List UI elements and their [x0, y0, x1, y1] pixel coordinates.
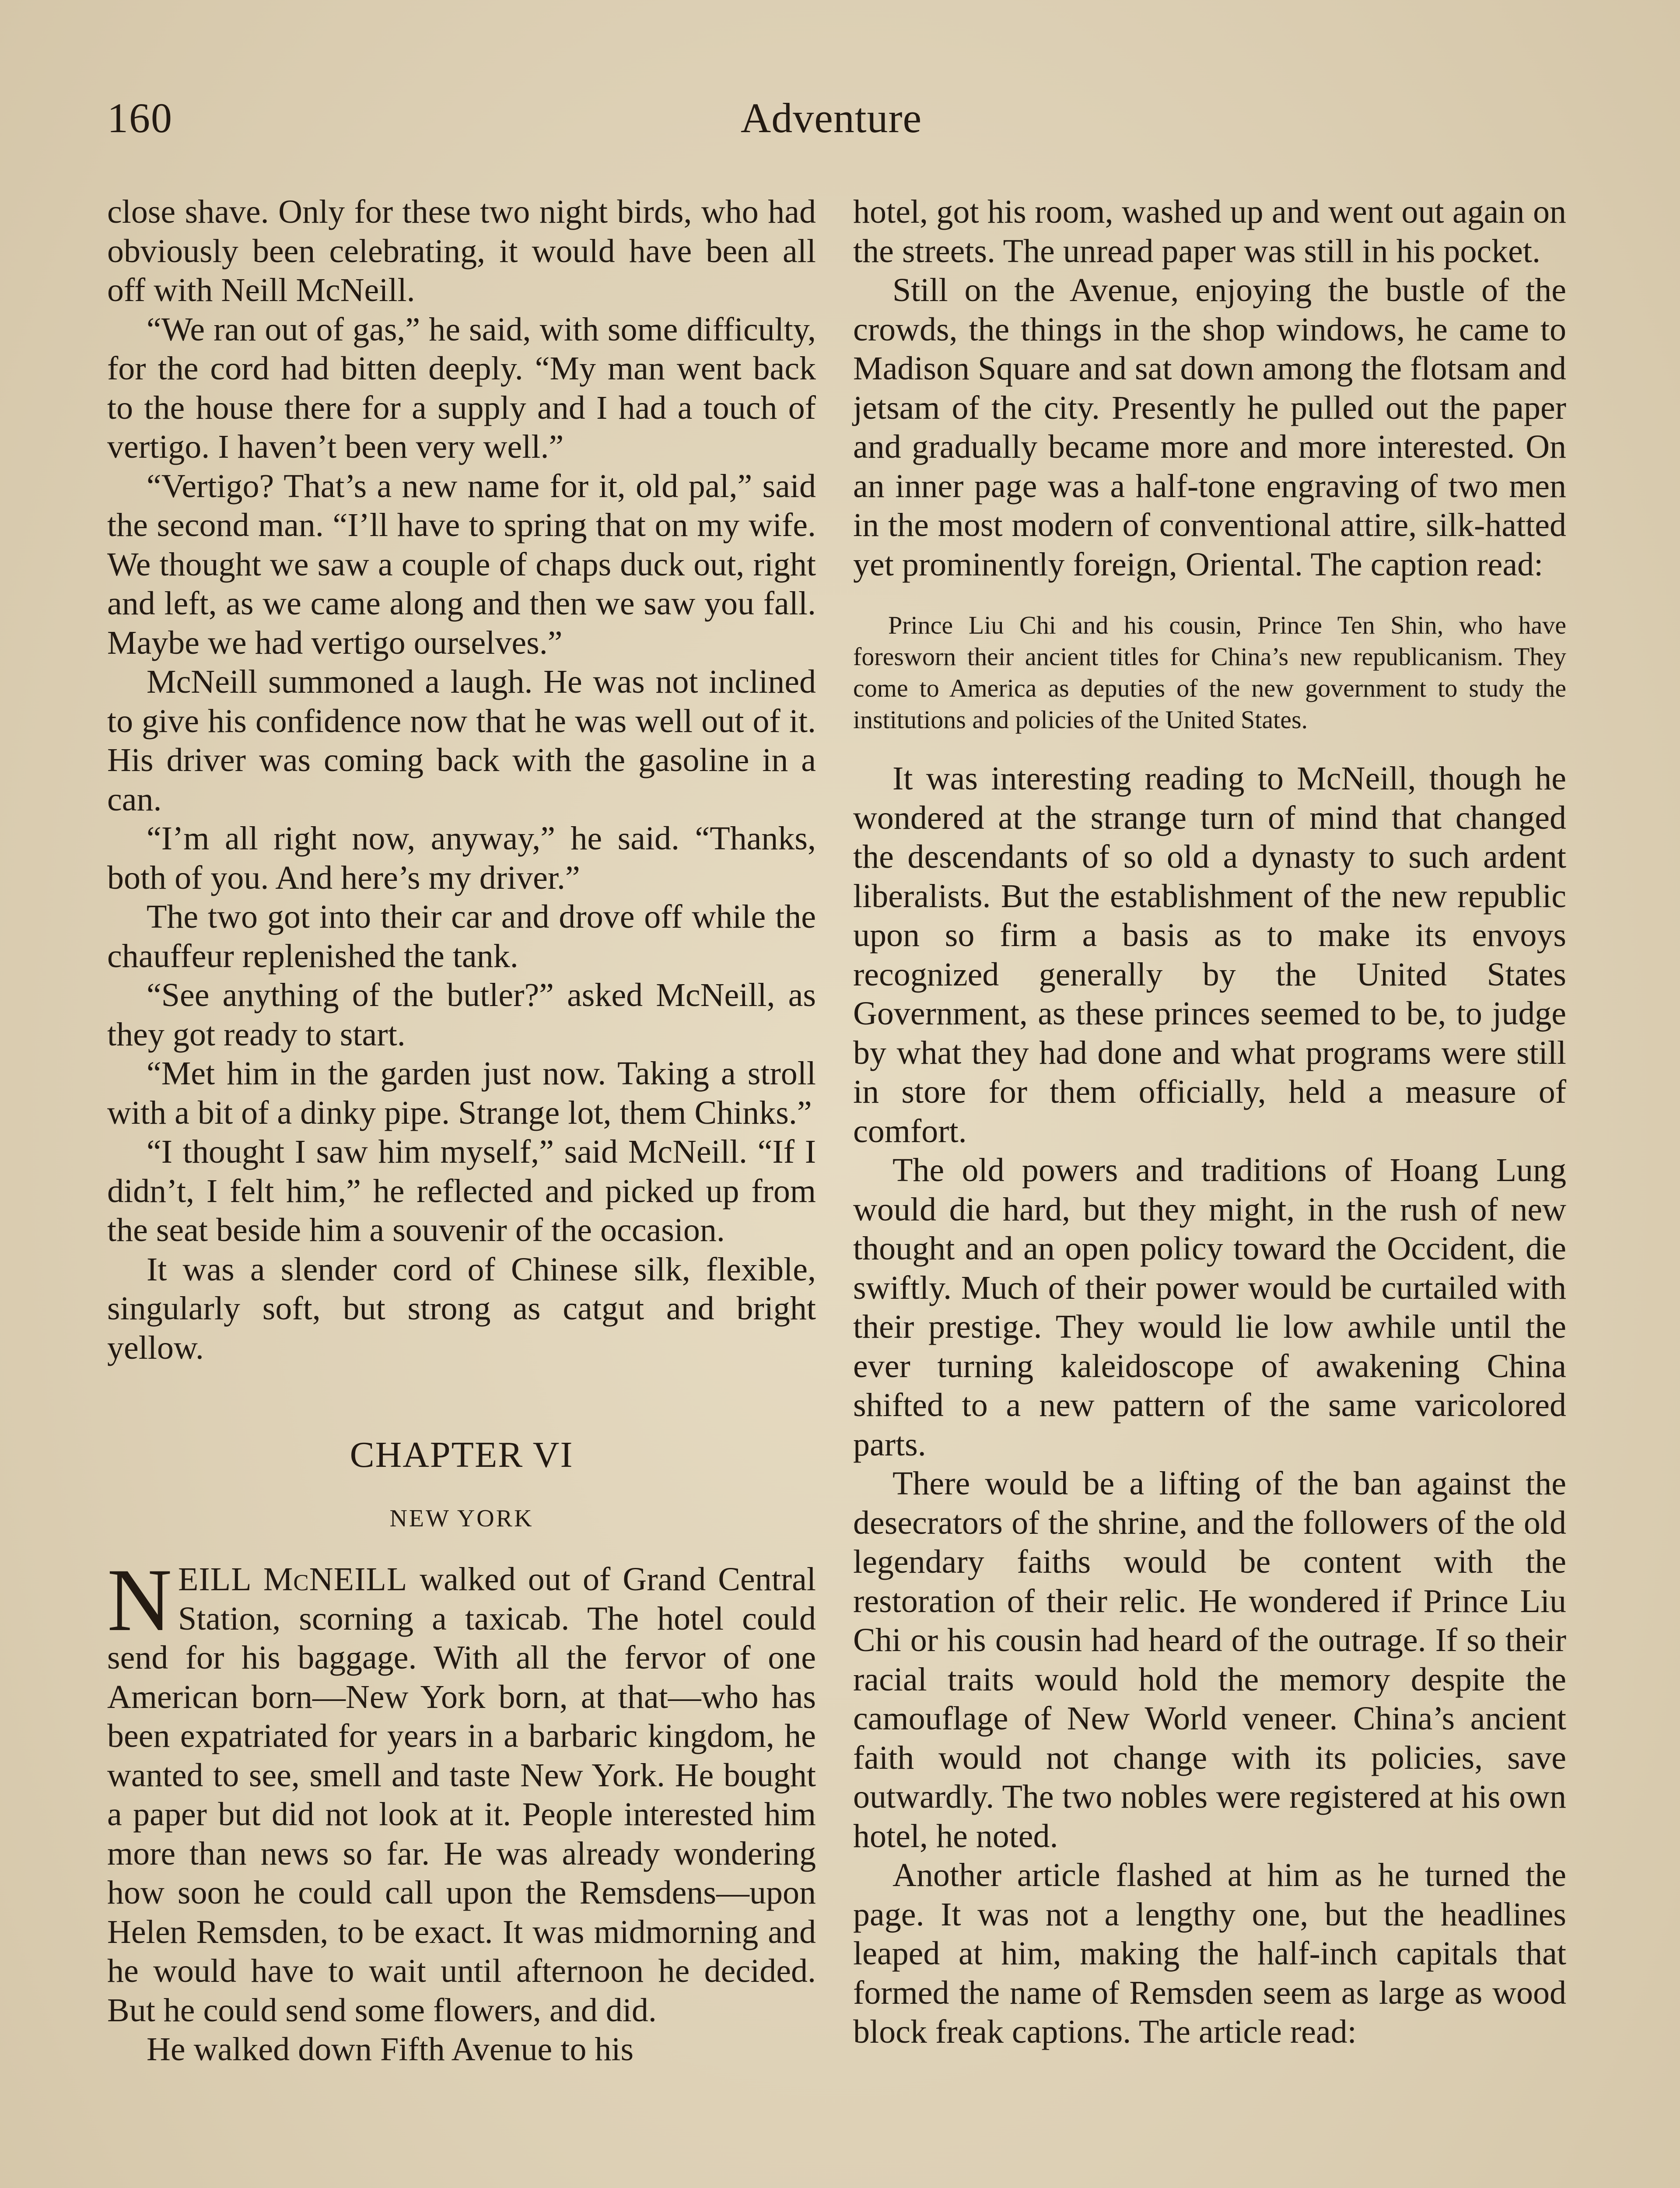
paragraph: The two got into their car and drove off while the chauffeur replenished the tank. [107, 898, 816, 975]
paragraph: “I thought I saw him myself,” said McNeill. “If I didn’t, I felt him,” he reflected and picked up from the seat beside him a souvenir of the occasion. [107, 1133, 816, 1248]
chapter-heading: CHAPTER VI [350, 1434, 574, 1475]
opening-text: walked out of Grand Central Station, scorning a taxicab. The hotel could send for his baggage. With all the fervor of one American born—New York born, at that—who has been expatriated for years in a barbaric kingdom, he wanted to see, smell and taste New York. He bought a paper but did not look at it. People interested him more than news so far. He was already wondering how soon he could call upon the Remsdens—upon Helen Remsden, to be exact. It was midmorning and he would have to wait until afternoon he decided. But he could send some flowers, and did. [107, 1561, 816, 2029]
paragraph: It was interesting reading to McNeill, though he wondered at the strange turn of mind that changed the descendants of so old a dynasty to such ardent liberalists. But the establishment of the new republic upon so firm a basis as to make its envoys recognized generally by the United States Government, as these princes seemed to be, to judge by what they had done and what programs were still in store for them officially, held a measure of comfort. [853, 760, 1566, 1150]
paragraph: “Vertigo? That’s a new name for it, old pal,” said the second man. “I’ll have to spring that on my wife. We thought we saw a couple of chaps duck out, right and left, as we came along and then we saw you fall. Maybe we had vertigo ourselves.” [107, 467, 816, 661]
paragraph: Another article flashed at him as he turned the page. It was not a lengthy one, but the headlines leaped at him, making the half-inch capitals that formed the name of Remsden seem as large as wood block freak captions. The article read: [853, 1857, 1566, 2050]
photo-caption: Prince Liu Chi and his cousin, Prince Ten Shin, who have foresworn their ancient titles for China’s new republicanism. They come to America as deputies of the new government to study the institutions and policies of the United States. [853, 611, 1566, 734]
drop-cap: N [107, 1550, 172, 1650]
chapter-opening [107, 1550, 816, 2030]
paragraph: close shave. Only for these two night birds, who had obviously been celebrating, it would have been all off with Neill McNeill. [107, 193, 816, 309]
paragraph: “We ran out of gas,” he said, with some difficulty, for the cord had bitten deeply. “My man went back to the house there for a supply and I had a touch of vertigo. I haven’t been very well.” [107, 311, 816, 465]
paragraph: Still on the Avenue, enjoying the bustle of the crowds, the things in the shop windows, he came to Madison Square and sat down among the flotsam and jetsam of the city. Presently he pulled out the paper and gradually became more and more interested. On an inner page was a half-tone engraving of two men in the most modern of conventional attire, silk-hatted yet prominently foreign, Oriental. The caption read: [853, 272, 1566, 583]
paragraph: It was a slender cord of Chinese silk, flexible, singularly soft, but strong as catgut and bright yellow. [107, 1251, 816, 1366]
paragraph: He walked down Fifth Avenue to his [147, 2031, 634, 2068]
paragraph: hotel, got his room, washed up and went out again on the streets. The unread paper was still in his pocket. [853, 193, 1566, 270]
paragraph: McNeill summoned a laugh. He was not inclined to give his confidence now that he was well out of it. His driver was coming back with the gasoline in a can. [107, 663, 816, 818]
paragraph: “Met him in the garden just now. Taking a stroll with a bit of a dinky pipe. Strange lot, them Chinks.” [107, 1055, 816, 1131]
page-number: 160 [107, 95, 173, 141]
paragraph: “I’m all right now, anyway,” he said. “Thanks, both of you. And here’s my driver.” [107, 820, 816, 896]
chapter-subtitle: NEW YORK [389, 1505, 534, 1532]
right-column [853, 193, 1566, 2052]
paragraph: There would be a lifting of the ban against the desecrators of the shrine, and the followers of the old legendary faiths would be content with the restoration of their relic. He wondered if Prince Liu Chi or his cousin had heard of the outrage. If so their racial traits would hold the memory despite the camouflage of New World veneer. China’s ancient faith would not change with its policies, save outwardly. The two nobles were registered at his own hotel, he noted. [853, 1465, 1566, 1855]
paragraph: The old powers and traditions of Hoang Lung would die hard, but they might, in the rush of new thought and an open policy toward the Occident, die swiftly. Much of their power would be curtailed with their prestige. They would lie low awhile until the ever turning kaleidoscope of awakening China shifted to a new pattern of the same varicolored parts. [853, 1152, 1566, 1463]
lead-in-caps: EILL McNEILL [178, 1561, 408, 1598]
paragraph: “See anything of the butler?” asked McNeill, as they got ready to start. [107, 977, 816, 1053]
left-column [107, 193, 816, 2069]
running-head: Adventure [740, 95, 922, 141]
opening-paragraph [107, 1550, 816, 2030]
